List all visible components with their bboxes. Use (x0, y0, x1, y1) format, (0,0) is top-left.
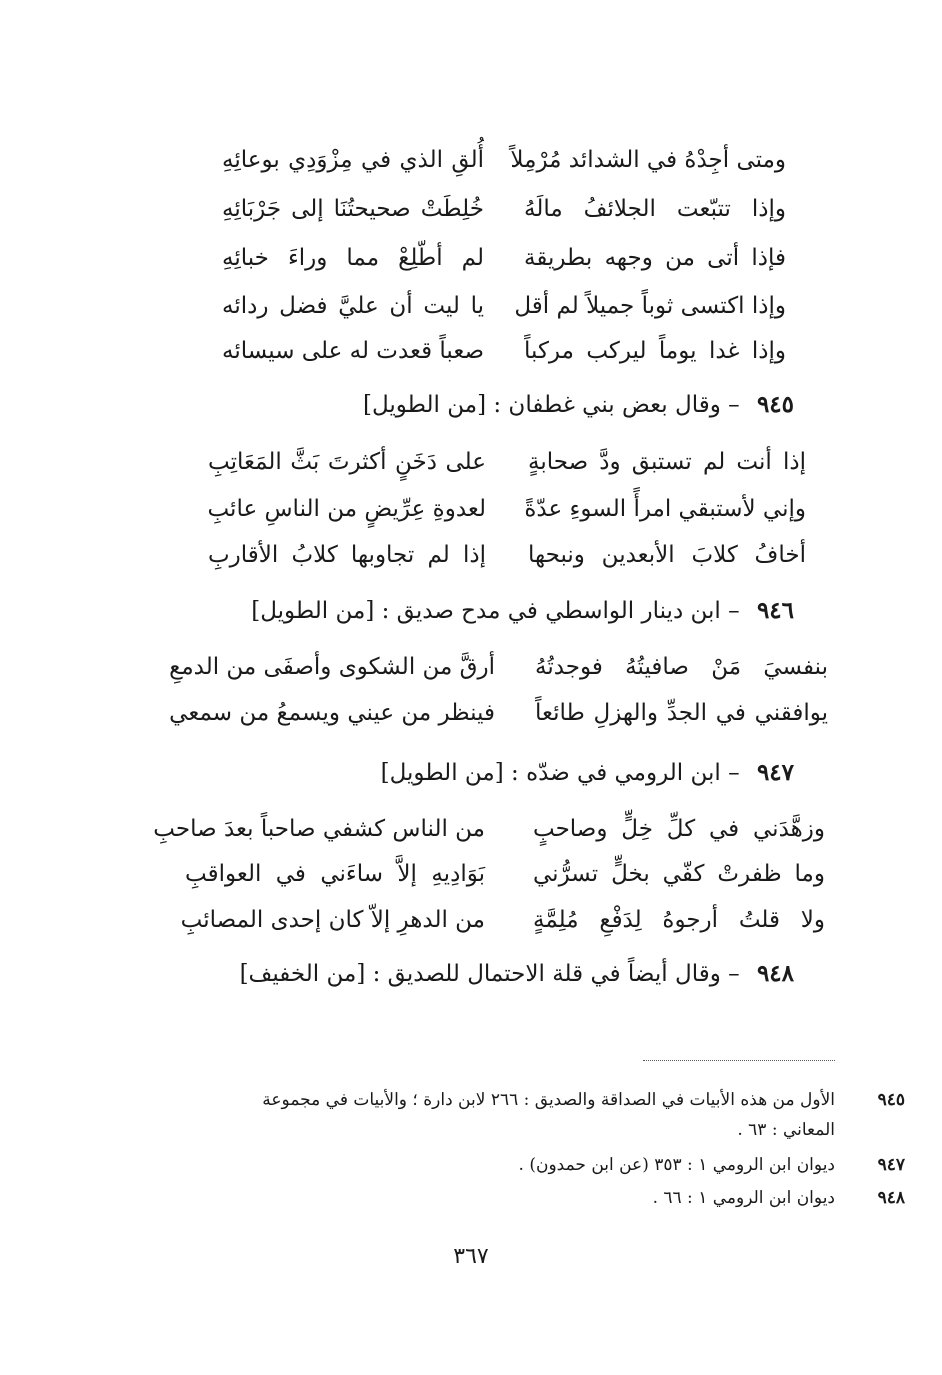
verse-first-hemistich: ولا قلتُ أرجوهُ لِدَفْعِ مُلِمَّةٍ (533, 907, 825, 933)
verse-line (222, 329, 786, 373)
footnote-text: الأول من هذه الأبيات في الصداقة والصديق : ٢٦٦ لابن دارة ؛ والأبيات في مجموعة (262, 1090, 835, 1110)
section-title: – ابن دينار الواسطي في مدح صديق : (381, 598, 740, 624)
verse-line (180, 898, 825, 942)
footnote-text: ديوان ابن الرومي ١ : ٦٦ . (652, 1188, 835, 1208)
verse-line (169, 691, 828, 735)
verse-line (222, 284, 786, 328)
verse-first-hemistich: إذا أنت لم تستبق ودَّ صحابةٍ (528, 449, 806, 475)
section-title: – وقال أيضاً في قلة الاحتمال للصديق : (372, 961, 740, 987)
verse-first-hemistich: أخافُ كلابَ الأبعدين ونبحها (528, 542, 806, 568)
footnote-text-continued: المعاني : ٦٣ . (737, 1120, 835, 1140)
verse-second-hemistich: على دَخَنٍ أكثرتَ بَثَّ المَعَاتِبِ (208, 449, 486, 475)
footnote (175, 1183, 905, 1213)
verse-first-hemistich: وإذا غدا يوماً ليركب مركباً (524, 338, 786, 364)
footnote-number: ٩٤٥ (877, 1090, 905, 1110)
verse-second-hemistich: لم أطّلِعْ مما وراءَ خبائِهِ (222, 245, 484, 271)
verse-line (185, 852, 825, 896)
page-number: ٣٦٧ (453, 1244, 489, 1269)
verse-first-hemistich: وإني لأستبقي امرأً السوءِ عدّةً (524, 496, 806, 522)
footnote-text: ديوان ابن الرومي ١ : ٣٥٣ (عن ابن حمدون) . (518, 1155, 835, 1175)
section-heading-948 (240, 952, 794, 996)
verse-line (153, 807, 825, 851)
verse-second-hemistich: بَوَادِيهِ إلاَّ ساءَني في العواقبِ (185, 861, 485, 887)
verse-line (169, 645, 828, 689)
verse-second-hemistich: خُلِطَتْ صحيحتُنَا إلى جَرْبَائِهِ (222, 196, 484, 222)
verse-second-hemistich: إذا لم تجاوبها كلابُ الأقاربِ (208, 542, 486, 568)
verse-first-hemistich: بنفسيَ مَنْ صافيتُهُ فوجدتُهُ (535, 654, 828, 680)
section-title: – ابن الرومي في ضدّه : (511, 760, 740, 786)
verse-second-hemistich: فينظر من عيني ويسمعُ من سمعي (169, 700, 495, 726)
verse-first-hemistich: وزهَّدَني في كلِّ خِلٍّ وصاحبٍ (533, 816, 825, 842)
footnote-number: ٩٤٨ (877, 1188, 905, 1208)
meter-label: [من الطويل] (380, 760, 504, 786)
section-number: ٩٤٥ (756, 391, 794, 418)
verse-line (208, 487, 806, 531)
verse-second-hemistich: من الدهرِ إلاّ كان إحدى المصائبِ (180, 907, 485, 933)
verse-line (222, 187, 786, 231)
verse-line (222, 236, 786, 280)
section-title: – وقال بعض بني غطفان : (493, 392, 740, 418)
meter-label: [من الخفيف] (239, 961, 366, 987)
section-number: ٩٤٨ (756, 960, 794, 987)
verse-first-hemistich: وإذا تتبّعت الجلائفُ مالَهُ (524, 196, 786, 222)
footnote-separator (643, 1060, 835, 1061)
footnote (175, 1085, 905, 1145)
verse-second-hemistich: لعدوةِ عِرِّيضٍ من الناسِ عائبِ (207, 496, 486, 522)
verse-first-hemistich: ومتى أجِدْهُ في الشدائد مُرْمِلاً (510, 147, 786, 173)
verse-first-hemistich: وإذا اكتسى ثوباً جميلاً لم أقل (514, 293, 786, 319)
section-number: ٩٤٦ (756, 597, 794, 624)
verse-second-hemistich: من الناس كشفي صاحباً بعدَ صاحبِ (153, 816, 485, 842)
verse-second-hemistich: صعباً قعدت له على سيسائه (222, 338, 484, 364)
meter-label: [من الطويل] (363, 392, 487, 418)
verse-line (222, 138, 786, 182)
verse-second-hemistich: أرقَّ من الشكوى وأصفَى من الدمعِ (169, 654, 495, 680)
section-heading-945 (363, 383, 794, 427)
verse-second-hemistich: أُلقِ الذي في مِزْوَدِي بوعائِهِ (222, 147, 484, 173)
verse-first-hemistich: يوافقني في الجدِّ والهزلِ طائعاً (535, 700, 828, 726)
section-heading-946 (251, 589, 794, 633)
footnote-number: ٩٤٧ (877, 1155, 905, 1175)
verse-line (208, 440, 806, 484)
verse-first-hemistich: وما ظفرتْ كفّي بخلٍّ تسرُّني (533, 861, 825, 887)
verse-line (208, 533, 806, 577)
footnote (175, 1150, 905, 1180)
verse-first-hemistich: فإذا أتى من وجهه بطريقة (524, 245, 786, 271)
section-heading-947 (381, 751, 794, 795)
meter-label: [من الطويل] (251, 598, 375, 624)
section-number: ٩٤٧ (756, 759, 794, 786)
verse-second-hemistich: يا ليت أن عليَّ فضل ردائه (222, 293, 484, 319)
